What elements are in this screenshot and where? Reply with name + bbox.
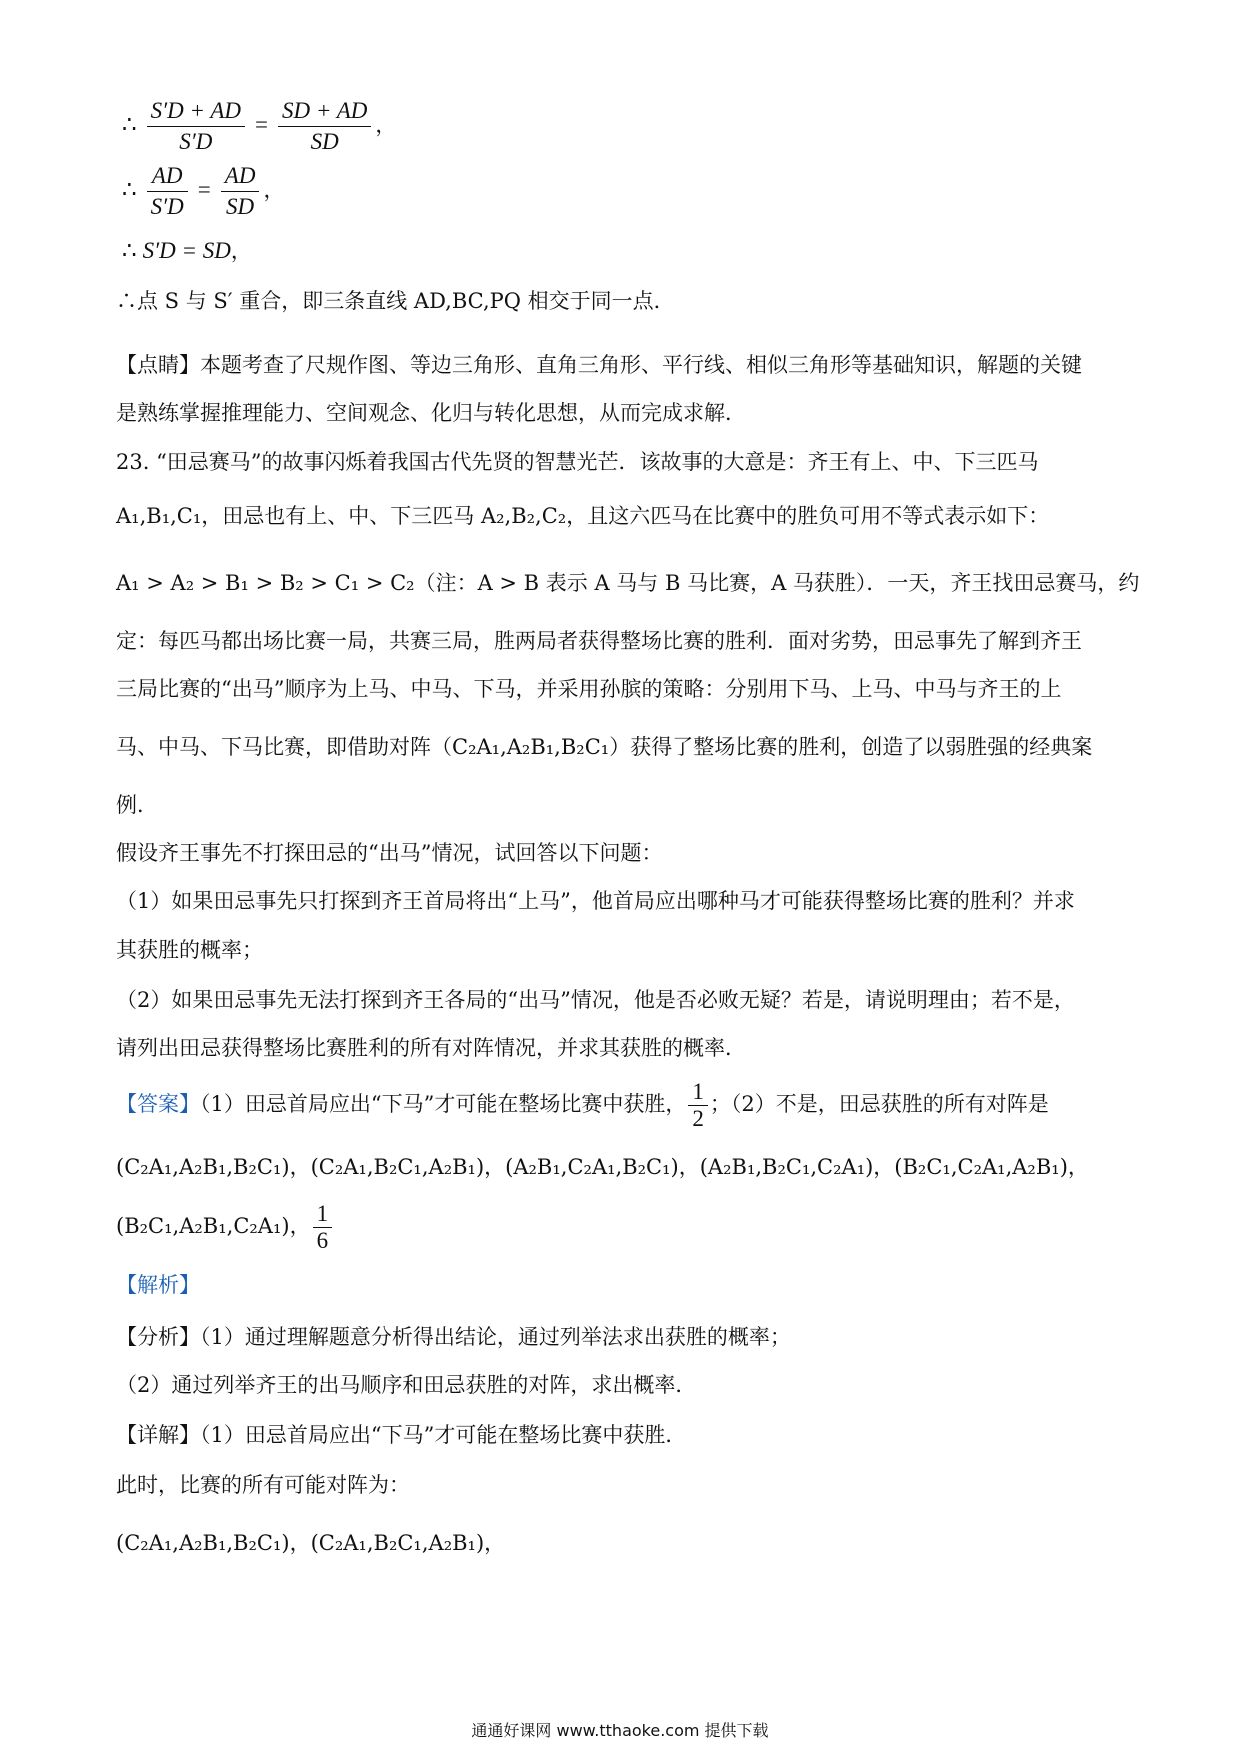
analysis-line-1: 【分析】（1）通过理解题意分析得出结论，通过列举法求出获胜的概率； [116,1325,791,1349]
answer-line-3 [116,1198,1130,1254]
therefore-symbol: ∴ [122,112,137,137]
equals-sign: = [255,112,269,137]
conclusion-text: ∴点 S 与 S′ 重合，即三条直线 AD,BC,PQ 相交于同一点． [116,289,675,313]
comment-line-2: 是熟练掌握推理能力、空间观念、化归与转化思想，从而完成求解． [116,401,746,425]
answer-label: 【答案】 [116,1092,200,1116]
fraction-denominator: 6 [316,1228,329,1253]
answer-line-2: (C₂A₁,A₂B₁,B₂C₁)，(C₂A₁,B₂C₁,A₂B₁)，(A₂B₁,C₂A₁,B₂C₁)，(A₂B₁,B₂C₁,C₂A₁)，(B₂C₁,C₂A₁,A₂B₁)， [116,1155,1089,1179]
fraction-numerator: AD [221,161,260,192]
detail-line-2: 此时，比赛的所有可能对阵为： [116,1473,410,1497]
analysis-line-2: （2）通过列举齐王的出马顺序和田忌获胜的对阵，求出概率． [116,1373,697,1397]
analysis-label: 【解析】 [116,1273,200,1297]
equation-3 [116,236,1130,266]
equals-sign: = [197,177,211,202]
fraction-denominator: SD [226,194,255,219]
question-23-line-5: 三局比赛的“出马”顺序为上马、中马、下马，并采用孙膑的策略：分别用下马、上马、中马与齐王的上 [116,677,1062,701]
equation-2 [116,160,1130,222]
fraction-numerator: SD + AD [278,96,371,127]
answer-line-1 [116,1076,1130,1132]
fraction-denominator: S′D [150,194,184,219]
answer-fraction-1 [688,1079,708,1132]
question-23-line-6: 马、中马、下马比赛，即借助对阵（C₂A₁,A₂B₁,B₂C₁）获得了整场比赛的胜利，创造了以弱胜强的经典案 [116,735,1093,759]
fraction-right [278,96,371,157]
detail-line-1: 【详解】（1）田忌首局应出“下马”才可能在整场比赛中获胜． [116,1423,687,1447]
therefore-symbol: ∴ [122,177,137,202]
equation-1 [116,95,1130,157]
question-23-line-10: 其获胜的概率； [116,938,263,962]
answer-line-3-text: (B₂C₁,A₂B₁,C₂A₁)， [116,1214,311,1238]
punctuation: ， [375,113,397,137]
fraction-numerator: 1 [688,1079,708,1106]
question-23-line-9: （1）如果田忌事先只打探到齐王首局将出“上马”，他首局应出哪种马才可能获得整场比赛的胜利？并求 [116,889,1075,913]
detail-line-3: (C₂A₁,A₂B₁,B₂C₁)，(C₂A₁,B₂C₁,A₂B₁)， [116,1531,506,1555]
answer-part-1: （1）田忌首局应出“下马”才可能在整场比赛中获胜， [200,1092,687,1116]
punctuation: ， [263,178,285,202]
answer-fraction-2 [313,1201,333,1254]
therefore-symbol: ∴ [122,238,137,263]
equation-expression: S′D = SD [142,238,231,263]
answer-part-2: ；（2）不是，田忌获胜的所有对阵是 [709,1092,1049,1116]
question-23-line-8: 假设齐王事先不打探田忌的“出马”情况，试回答以下问题： [116,841,663,865]
fraction-denominator: S′D [179,129,213,154]
question-23-line-3: A₁ > A₂ > B₁ > B₂ > C₁ > C₂（注：A > B 表示 A 马与 B 马比赛，A 马获胜）．一天，齐王找田忌赛马，约 [116,571,1140,595]
footer-text: 通通好课网 www.tthaoke.com 提供下载 [471,1721,769,1740]
fraction-denominator: SD [310,129,339,154]
fraction-left [147,96,245,157]
comment-line-1: 【点睛】本题考查了尺规作图、等边三角形、直角三角形、平行线、相似三角形等基础知识，解题的关键 [116,353,1082,377]
question-23-line-2: A₁,B₁,C₁，田忌也有上、中、下三匹马 A₂,B₂,C₂，且这六匹马在比赛中的胜负可用不等式表示如下： [116,504,1050,528]
question-23-line-11: （2）如果田忌事先无法打探到齐王各局的“出马”情况，他是否必败无疑？若是，请说明理由；若不是， [116,988,1075,1012]
question-23-line-1: 23. “田忌赛马”的故事闪烁着我国古代先贤的智慧光芒．该故事的大意是：齐王有上、中、下三匹马 [116,450,1039,474]
fraction-left [147,161,188,222]
fraction-numerator: 1 [313,1201,333,1228]
question-23-line-7: 例． [116,793,158,817]
fraction-denominator: 2 [692,1106,704,1131]
fraction-right [221,161,260,222]
punctuation: ， [230,239,252,263]
fraction-numerator: AD [147,161,188,192]
question-23-line-12: 请列出田忌获得整场比赛胜利的所有对阵情况，并求其获胜的概率． [116,1036,746,1060]
question-23-line-4: 定：每匹马都出场比赛一局，共赛三局，胜两局者获得整场比赛的胜利．面对劣势，田忌事先了解到齐王 [116,629,1082,653]
fraction-numerator: S′D + AD [147,96,245,127]
